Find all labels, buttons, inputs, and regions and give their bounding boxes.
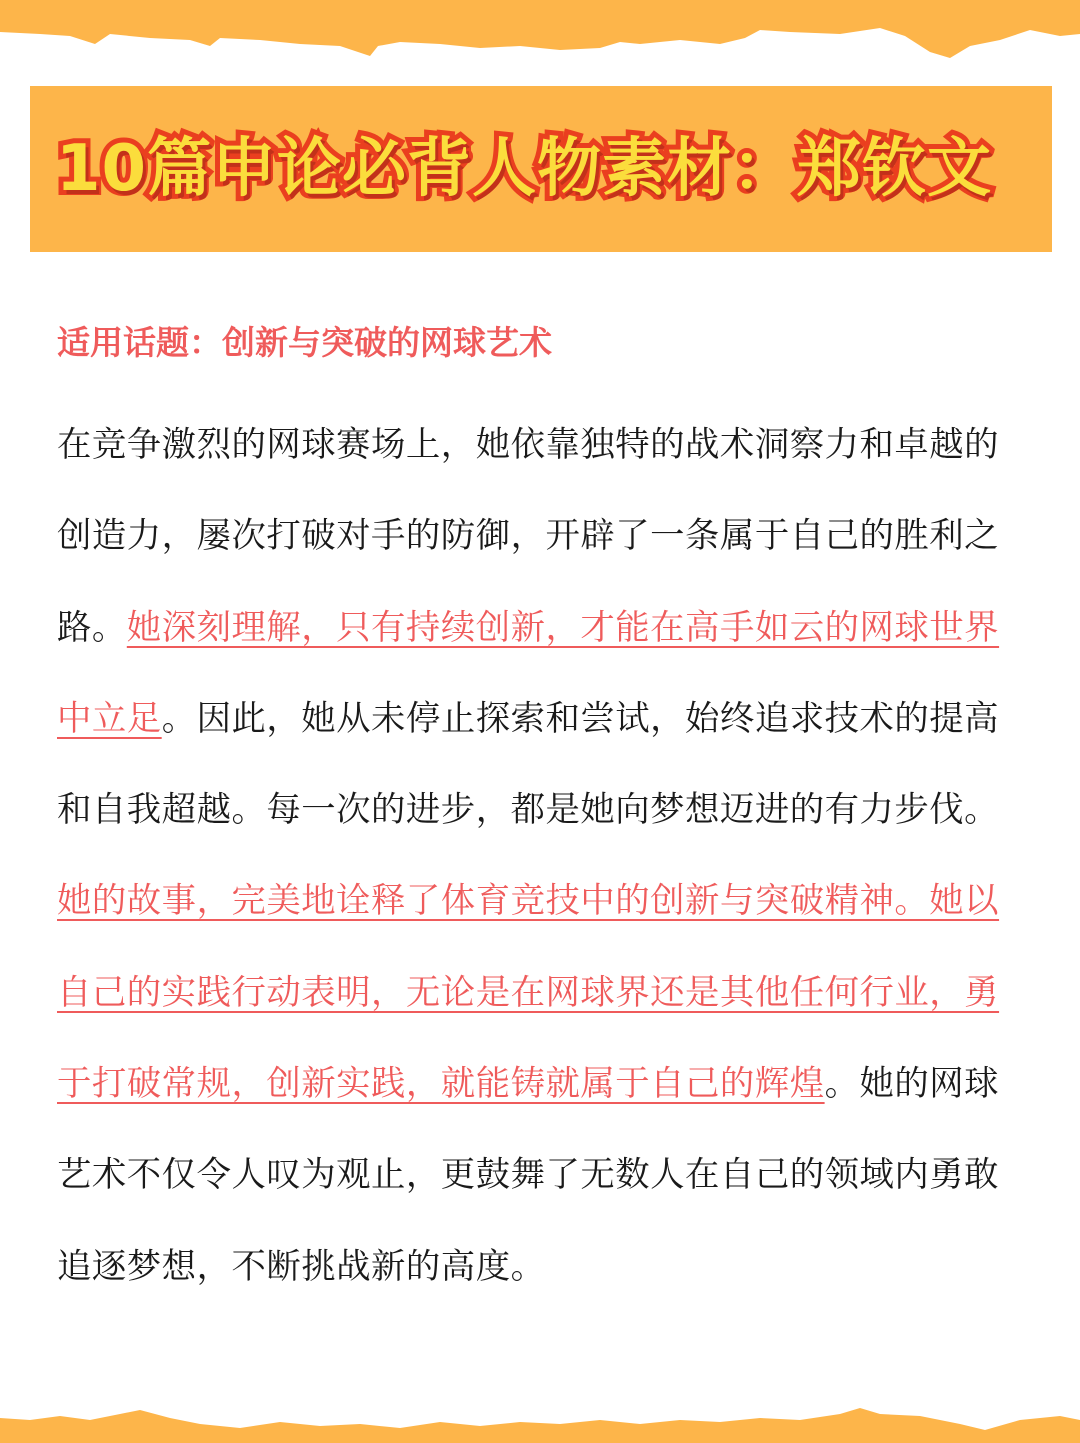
paragraph-text-3: 。她的网球艺术不仅令人叹为观止，更鼓舞了无数人在自己的领域内勇敢追逐梦想，不断挑战新的高度。 bbox=[57, 1064, 1000, 1287]
highlight-text-2: 她的故事，完美地诠释了体育竞技中的创新与突破精神。她以自己的实践行动表明，无论是在网球界还是其他任何行业，勇于打破常规，创新实践，就能铸就属于自己的辉煌 bbox=[57, 881, 1000, 1105]
topic-label: 适用话题：创新与突破的网球艺术 bbox=[57, 323, 552, 362]
paragraph-text-1: 在竞争激烈的网球赛场上，她依靠独特的战术洞察力和卓越的创造力，屡次打破对手的防御，开辟了一条属于自己的胜利之路。 bbox=[57, 425, 1000, 648]
paragraph-text-2: 。因此，她从未停止探索和尝试，始终追求技术的提高和自我超越。每一次的进步，都是她向梦想迈进的有力步伐。 bbox=[57, 698, 1000, 831]
title-banner bbox=[30, 86, 1052, 252]
body-paragraph bbox=[57, 400, 1029, 1313]
page-title: 10篇申论必背人物素材：郑钦文 bbox=[56, 132, 993, 206]
highlight-text-1: 她深刻理解，只有持续创新，才能在高手如云的网球世界中立足 bbox=[57, 607, 1000, 739]
